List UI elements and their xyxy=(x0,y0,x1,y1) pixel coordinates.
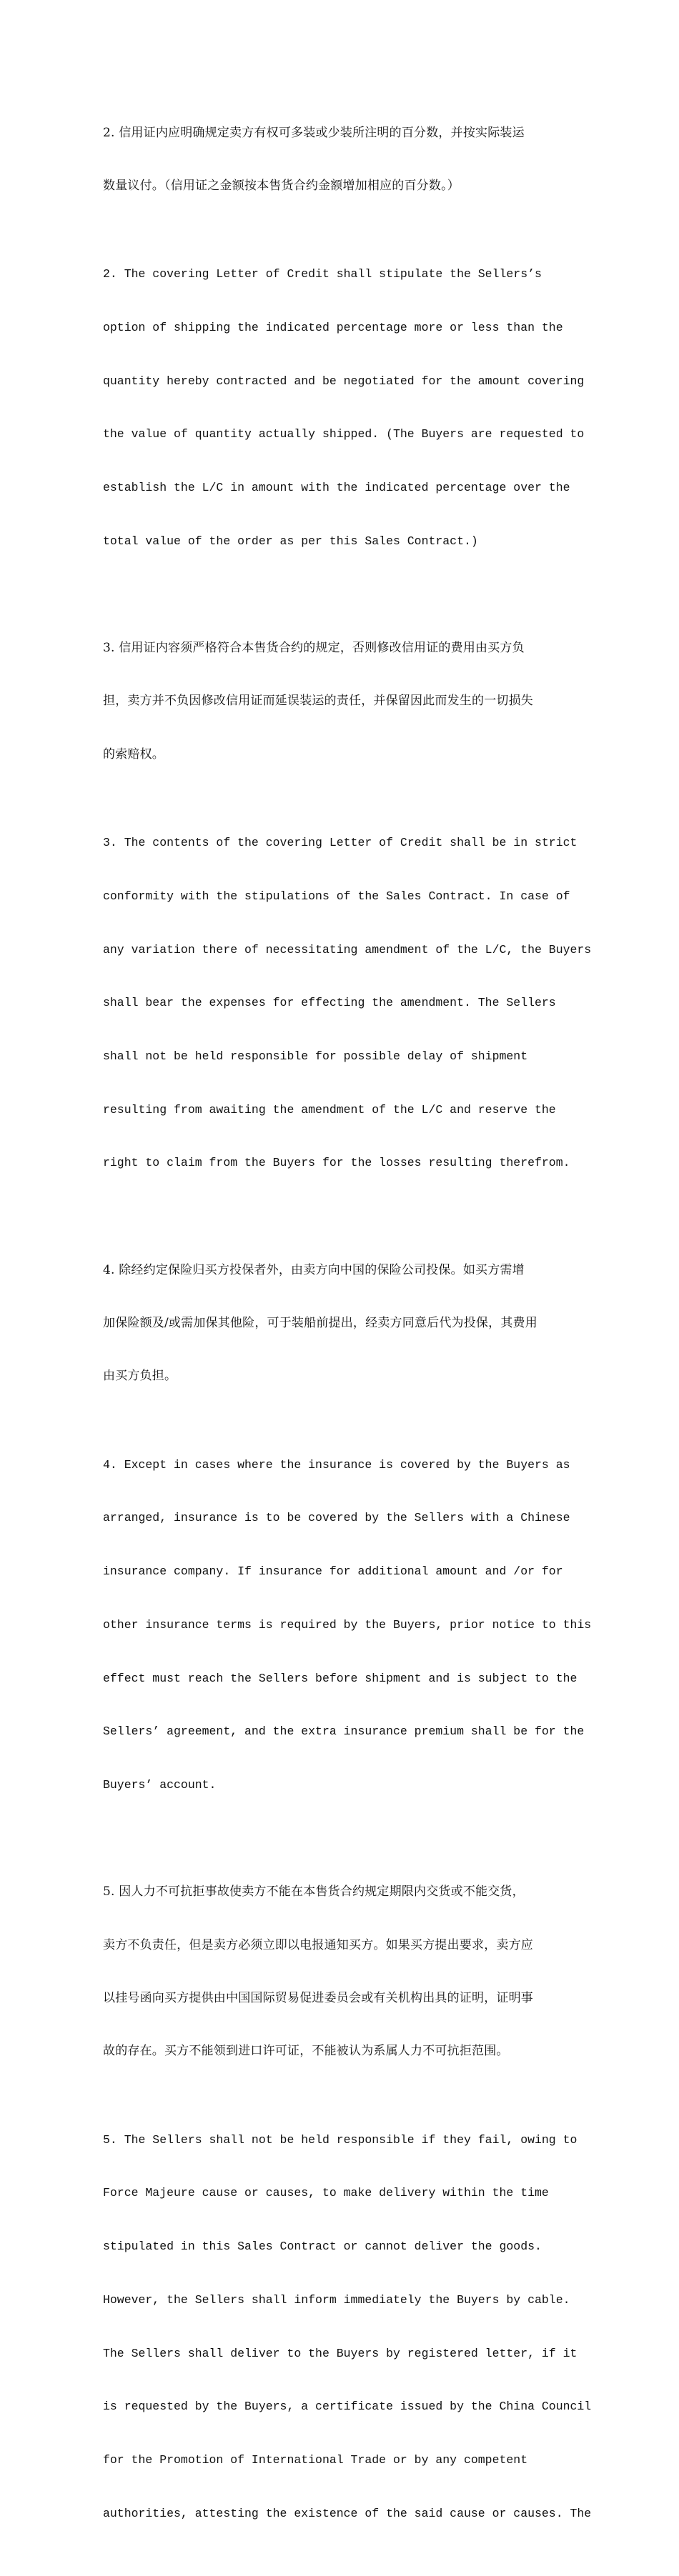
text-line: 3. The contents of the covering Letter of Credit shall be in strict xyxy=(103,836,578,850)
text-line: resulting from awaiting the amendment of the L/C and reserve the xyxy=(103,1102,556,1117)
text-line: shall not be held responsible for possible delay of shipment xyxy=(103,1049,528,1063)
text-line: total value of the order as per this Sales Contract.) xyxy=(103,534,478,548)
clause-3-chinese xyxy=(103,604,579,799)
text-line: authorities, attesting the existence of the said cause or causes. The xyxy=(103,2506,592,2520)
text-line: 5. 因人力不可抗拒事故使卖方不能在本售货合约规定期限内交货或不能交货， xyxy=(103,1884,525,1899)
text-line: 2. 信用证内应明确规定卖方有权可多装或少装所注明的百分数，并按实际装运 xyxy=(103,125,525,140)
text-line: Buyers’ account. xyxy=(103,1778,217,1792)
text-line: The Sellers shall deliver to the Buyers by registered letter, if it xyxy=(103,2346,578,2360)
clause-4 xyxy=(103,1226,592,1830)
clause-5-english xyxy=(103,2096,592,2559)
text-line: stipulated in this Sales Contract or cannot deliver the goods. xyxy=(103,2240,542,2254)
text-line: right to claim from the Buyers for the losses resulting therefrom. xyxy=(103,1156,570,1170)
clause-4-english xyxy=(103,1421,592,1830)
clause-2 xyxy=(103,89,585,586)
text-line: 加保险额及/或需加保其他险，可于装船前提出，经卖方同意后代为投保，其费用 xyxy=(103,1316,537,1331)
text-line: 以挂号函向买方提供由中国国际贸易促进委员会或有关机构出具的证明，证明事 xyxy=(103,1991,533,2006)
text-line: 2. The covering Letter of Credit shall stipulate the Sellers’s xyxy=(103,267,542,281)
text-line: option of shipping the indicated percentage more or less than the xyxy=(103,320,563,334)
text-line: However, the Sellers shall inform immediately the Buyers by cable. xyxy=(103,2292,570,2307)
text-line: for the Promotion of International Trade or by any competent xyxy=(103,2453,528,2467)
text-line: is requested by the Buyers, a certificate issued by the China Council xyxy=(103,2400,592,2414)
text-line: the value of quantity actually shipped. (The Buyers are requested to xyxy=(103,427,585,441)
clause-2-chinese xyxy=(103,89,579,230)
text-line: insurance company. If insurance for additional amount and /or for xyxy=(103,1564,563,1579)
text-line: 故的存在。买方不能领到进口许可证，不能被认为系属人力不可抗拒范围。 xyxy=(103,2044,509,2059)
document-body xyxy=(103,89,592,2576)
text-line: any variation there of necessitating amendment of the L/C, the Buyers xyxy=(103,942,592,957)
text-line: 担，卖方并不负因修改信用证而延误装运的责任，并保留因此而发生的一切损失 xyxy=(103,694,533,709)
text-line: Sellers’ agreement, and the extra insurance premium shall be for the xyxy=(103,1724,585,1739)
text-line: shall bear the expenses for effecting the amendment. The Sellers xyxy=(103,996,556,1010)
clause-4-chinese xyxy=(103,1226,579,1421)
clause-5-chinese xyxy=(103,1848,579,2096)
text-line: quantity hereby contracted and be negotiated for the amount covering xyxy=(103,374,585,388)
text-line: arranged, insurance is to be covered by the Sellers with a Chinese xyxy=(103,1511,570,1525)
text-line: 由买方负担。 xyxy=(103,1369,177,1384)
text-line: 卖方不负责任，但是卖方必须立即以电报通知买方。如果买方提出要求，卖方应 xyxy=(103,1937,533,1952)
clause-3 xyxy=(103,604,592,1209)
text-line: 的索赔权。 xyxy=(103,747,164,762)
clause-5 xyxy=(103,1848,592,2559)
text-line: conformity with the stipulations of the Sales Contract. In case of xyxy=(103,889,570,903)
text-line: effect must reach the Sellers before shipment and is subject to the xyxy=(103,1671,578,1685)
text-line: 4. 除经约定保险归买方投保者外，由卖方向中国的保险公司投保。如买方需增 xyxy=(103,1262,525,1277)
clause-2-english xyxy=(103,230,585,586)
clause-3-english xyxy=(103,799,592,1208)
text-line: establish the L/C in amount with the indicated percentage over the xyxy=(103,481,570,495)
text-line: 5. The Sellers shall not be held responsible if they fail, owing to xyxy=(103,2132,578,2147)
text-line: Force Majeure cause or causes, to make delivery within the time xyxy=(103,2186,549,2200)
text-line: 数量议付。（信用证之金额按本售货合约金额增加相应的百分数。） xyxy=(103,178,460,193)
text-line: 4. Except in cases where the insurance is covered by the Buyers as xyxy=(103,1457,570,1472)
text-line: 3. 信用证内容须严格符合本售货合约的规定，否则修改信用证的费用由买方负 xyxy=(103,641,525,656)
text-line: other insurance terms is required by the Buyers, prior notice to this xyxy=(103,1617,592,1632)
